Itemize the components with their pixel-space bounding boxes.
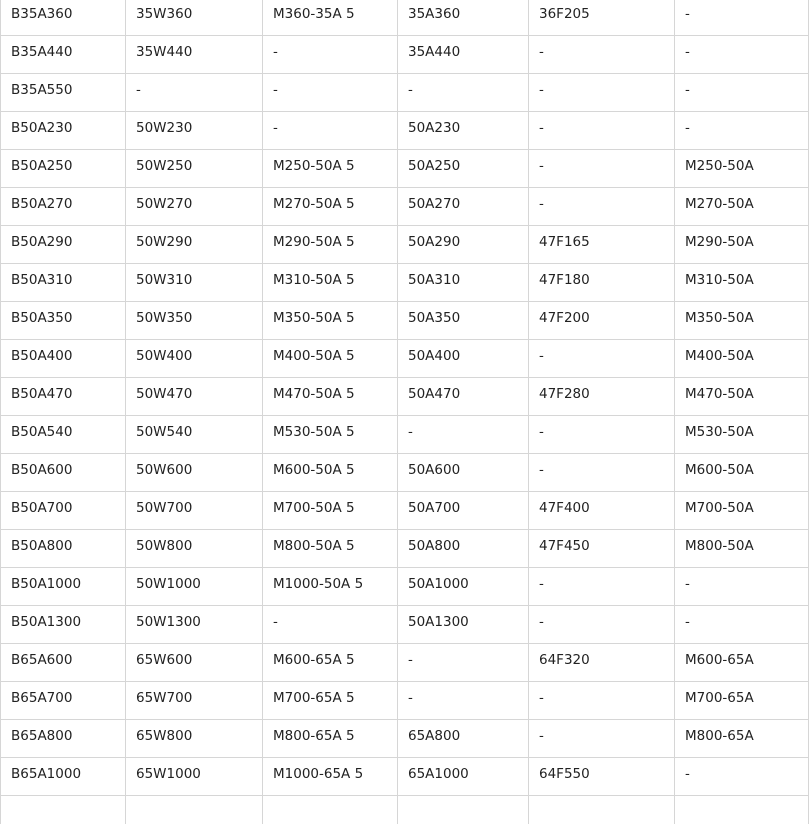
- table-cell-col-4: 50A290: [398, 226, 529, 264]
- table-cell-col-4: 35A360: [398, 0, 529, 36]
- table-cell-col-6: M350-50A: [675, 302, 809, 340]
- table-row: [1, 530, 809, 568]
- table-cell-col-5: 64F320: [529, 644, 675, 682]
- table-cell-col-3: M800-50A 5: [263, 530, 398, 568]
- table-cell-col-5: -: [529, 454, 675, 492]
- table-cell-col-3: M310-50A 5: [263, 264, 398, 302]
- table-cell-col-1: B50A800: [1, 530, 126, 568]
- table-cell-col-6: M400-50A: [675, 340, 809, 378]
- table-row: [1, 758, 809, 796]
- table-cell-col-3: M800-65A 5: [263, 720, 398, 758]
- table-cell-col-5: -: [529, 606, 675, 644]
- table-cell-col-4: 50A600: [398, 454, 529, 492]
- table-cell-col-5: -: [529, 416, 675, 454]
- table-cell-col-4: 50A1000: [398, 568, 529, 606]
- table-cell-col-6: -: [675, 758, 809, 796]
- table-cell-col-2: 50W250: [126, 150, 263, 188]
- table-cell-col-1: B65A700: [1, 682, 126, 720]
- table-cell-col-5: 47F400: [529, 492, 675, 530]
- table-cell-col-6: M700-50A: [675, 492, 809, 530]
- table-cell-col-5: -: [529, 340, 675, 378]
- table-cell-col-6: [675, 796, 809, 824]
- table-cell-col-2: 35W360: [126, 0, 263, 36]
- table-cell-col-3: M350-50A 5: [263, 302, 398, 340]
- table-cell-col-3: M290-50A 5: [263, 226, 398, 264]
- table-cell-col-6: M600-50A: [675, 454, 809, 492]
- table-cell-col-3: M1000-50A 5: [263, 568, 398, 606]
- table-cell-col-5: -: [529, 112, 675, 150]
- table-cell-col-6: -: [675, 36, 809, 74]
- table-cell-col-4: 50A470: [398, 378, 529, 416]
- table-cell-col-4: -: [398, 74, 529, 112]
- table-row: [1, 112, 809, 150]
- table-cell-col-5: 47F165: [529, 226, 675, 264]
- table-cell-col-5: [529, 796, 675, 824]
- table-row: [1, 0, 809, 36]
- table-cell-col-5: -: [529, 188, 675, 226]
- table-cell-col-2: 50W600: [126, 454, 263, 492]
- table-cell-col-2: 35W440: [126, 36, 263, 74]
- table-cell-col-2: 65W600: [126, 644, 263, 682]
- table-cell-col-2: 65W800: [126, 720, 263, 758]
- table-row: [1, 720, 809, 758]
- table-cell-col-5: -: [529, 150, 675, 188]
- table-row: [1, 644, 809, 682]
- table-cell-col-6: -: [675, 568, 809, 606]
- table-cell-col-5: -: [529, 36, 675, 74]
- table-cell-col-5: -: [529, 682, 675, 720]
- table-cell-col-2: 65W1000: [126, 758, 263, 796]
- table-row: [1, 340, 809, 378]
- table-cell-col-4: 65A1000: [398, 758, 529, 796]
- table-cell-col-1: B35A550: [1, 74, 126, 112]
- table-cell-col-6: -: [675, 0, 809, 36]
- table-cell-col-6: M290-50A: [675, 226, 809, 264]
- table-cell-col-4: 50A400: [398, 340, 529, 378]
- table-cell-col-6: -: [675, 606, 809, 644]
- table-row: [1, 378, 809, 416]
- table-cell-col-1: B50A1000: [1, 568, 126, 606]
- table-cell-col-2: -: [126, 74, 263, 112]
- table-row: [1, 454, 809, 492]
- table-cell-col-6: M270-50A: [675, 188, 809, 226]
- table-cell-col-3: M530-50A 5: [263, 416, 398, 454]
- table-cell-col-3: M1000-65A 5: [263, 758, 398, 796]
- table-cell-col-2: 50W230: [126, 112, 263, 150]
- table-cell-col-1: B35A360: [1, 0, 126, 36]
- table-cell-col-4: 50A270: [398, 188, 529, 226]
- table-cell-col-1: B50A350: [1, 302, 126, 340]
- table-row: [1, 150, 809, 188]
- table-cell-col-4: 50A230: [398, 112, 529, 150]
- table-cell-col-3: M600-65A 5: [263, 644, 398, 682]
- table-row: [1, 188, 809, 226]
- table-cell-col-1: B50A600: [1, 454, 126, 492]
- table-cell-col-2: 50W290: [126, 226, 263, 264]
- table-cell-col-1: B50A700: [1, 492, 126, 530]
- table-cell-col-3: M400-50A 5: [263, 340, 398, 378]
- table-cell-col-4: 50A350: [398, 302, 529, 340]
- table-cell-col-4: 50A700: [398, 492, 529, 530]
- table-cell-col-3: M250-50A 5: [263, 150, 398, 188]
- table-cell-col-4: [398, 796, 529, 824]
- table-cell-col-5: 47F450: [529, 530, 675, 568]
- table-cell-col-2: 50W540: [126, 416, 263, 454]
- table-cell-col-1: B65A1000: [1, 758, 126, 796]
- table-cell-col-4: 50A800: [398, 530, 529, 568]
- table-row: [1, 302, 809, 340]
- table-cell-col-6: -: [675, 74, 809, 112]
- table-row: [1, 36, 809, 74]
- table-cell-col-3: [263, 796, 398, 824]
- table-cell-col-6: M250-50A: [675, 150, 809, 188]
- table-cell-col-2: 50W1000: [126, 568, 263, 606]
- table-cell-col-5: 36F205: [529, 0, 675, 36]
- table-cell-col-6: M310-50A: [675, 264, 809, 302]
- table-cell-col-5: 47F280: [529, 378, 675, 416]
- table-cell-col-2: 65W700: [126, 682, 263, 720]
- table-cell-col-1: B50A230: [1, 112, 126, 150]
- table-cell-col-3: M470-50A 5: [263, 378, 398, 416]
- table-cell-col-5: -: [529, 568, 675, 606]
- table-cell-col-1: B50A290: [1, 226, 126, 264]
- table-cell-col-5: 47F180: [529, 264, 675, 302]
- table-row: [1, 606, 809, 644]
- table-row: [1, 682, 809, 720]
- table-cell-col-5: 47F200: [529, 302, 675, 340]
- table-cell-col-4: -: [398, 682, 529, 720]
- table-cell-col-4: -: [398, 416, 529, 454]
- table-cell-col-2: 50W700: [126, 492, 263, 530]
- table-cell-col-1: B50A1300: [1, 606, 126, 644]
- table-cell-col-6: M800-65A: [675, 720, 809, 758]
- table-cell-col-1: B50A310: [1, 264, 126, 302]
- table-row: [1, 416, 809, 454]
- table-cell-col-5: -: [529, 74, 675, 112]
- table-cell-col-1: B65A800: [1, 720, 126, 758]
- table-cell-col-2: 50W1300: [126, 606, 263, 644]
- table-cell-col-6: M530-50A: [675, 416, 809, 454]
- table-cell-col-4: 50A310: [398, 264, 529, 302]
- table-cell-col-3: M600-50A 5: [263, 454, 398, 492]
- table-cell-col-1: B50A540: [1, 416, 126, 454]
- table-cell-col-6: M470-50A: [675, 378, 809, 416]
- table-cell-col-3: M270-50A 5: [263, 188, 398, 226]
- table-cell-col-3: M700-50A 5: [263, 492, 398, 530]
- table-cell-col-4: 65A800: [398, 720, 529, 758]
- table-cell-col-5: 64F550: [529, 758, 675, 796]
- table-cell-col-6: M800-50A: [675, 530, 809, 568]
- table-cell-col-1: [1, 796, 126, 824]
- table-cell-col-3: -: [263, 36, 398, 74]
- table-cell-col-4: 50A250: [398, 150, 529, 188]
- table-cell-col-2: 50W270: [126, 188, 263, 226]
- table-cell-col-2: 50W350: [126, 302, 263, 340]
- table-cell-col-3: -: [263, 74, 398, 112]
- table-cell-col-3: M700-65A 5: [263, 682, 398, 720]
- table-body: [1, 0, 809, 824]
- table-cell-col-6: M600-65A: [675, 644, 809, 682]
- table-cell-col-1: B35A440: [1, 36, 126, 74]
- table-cell-col-3: -: [263, 606, 398, 644]
- table-cell-col-2: 50W470: [126, 378, 263, 416]
- table-cell-col-1: B65A600: [1, 644, 126, 682]
- table-cell-col-3: M360-35A 5: [263, 0, 398, 36]
- table-row: [1, 796, 809, 824]
- table-cell-col-4: 35A440: [398, 36, 529, 74]
- table-cell-col-1: B50A470: [1, 378, 126, 416]
- table-cell-col-4: -: [398, 644, 529, 682]
- table-cell-col-2: 50W800: [126, 530, 263, 568]
- table-row: [1, 264, 809, 302]
- table-cell-col-1: B50A400: [1, 340, 126, 378]
- table-cell-col-1: B50A250: [1, 150, 126, 188]
- table-cell-col-3: -: [263, 112, 398, 150]
- table-cell-col-2: [126, 796, 263, 824]
- table-row: [1, 74, 809, 112]
- table-cell-col-5: -: [529, 720, 675, 758]
- table-cell-col-2: 50W310: [126, 264, 263, 302]
- table-row: [1, 226, 809, 264]
- table-row: [1, 568, 809, 606]
- table-row: [1, 492, 809, 530]
- table-cell-col-2: 50W400: [126, 340, 263, 378]
- table-cell-col-6: M700-65A: [675, 682, 809, 720]
- table-cell-col-4: 50A1300: [398, 606, 529, 644]
- table-cell-col-6: -: [675, 112, 809, 150]
- table-cell-col-1: B50A270: [1, 188, 126, 226]
